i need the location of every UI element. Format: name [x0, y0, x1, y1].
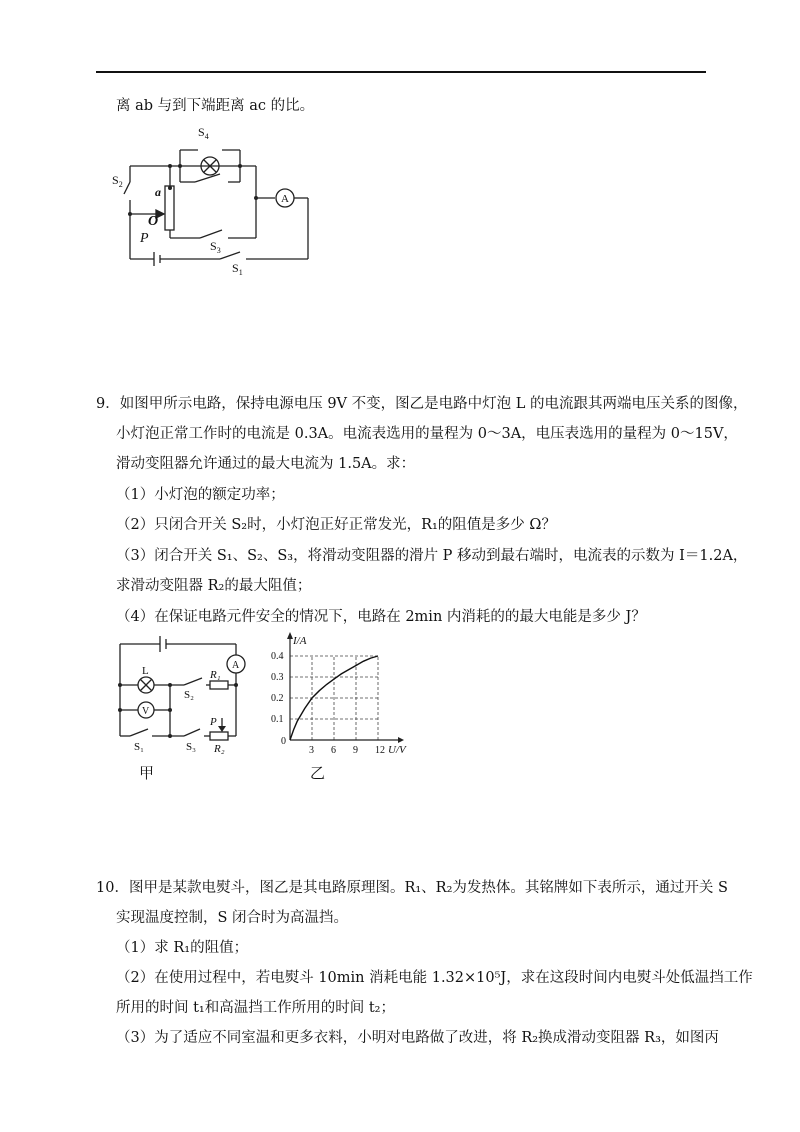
y-tick-label: 0.2: [271, 693, 284, 704]
caption-yi: 乙: [310, 764, 326, 782]
s4-sub: 4: [204, 132, 209, 141]
iv-chart: [268, 630, 418, 760]
y-tick-label: 0.1: [271, 714, 284, 725]
s3-sub: 3: [216, 246, 221, 255]
p-label-jia: P: [210, 716, 217, 728]
ammeter-label-jia: A: [232, 660, 240, 671]
q9-line-8: （4）在保证电路元件安全的情况下，电路在 2min 内消耗的的最大电能是多少 J？: [116, 609, 646, 625]
svg-text:S2: [112, 173, 123, 189]
r2-label: R₂: [214, 743, 225, 755]
y-axis-label: I/A: [293, 635, 307, 647]
q9-line-1: 9．如图甲所示电路，保持电源电压 9V 不变，图乙是电路中灯泡 L 的电流跟其两端电压关系的图像，: [96, 396, 748, 412]
s4-label: S: [198, 125, 205, 139]
x-tick-label: 3: [309, 745, 314, 756]
s3-label-jia: S₃: [186, 741, 196, 753]
s1-label-jia: S₁: [134, 741, 144, 753]
x-tick-label: 12: [375, 745, 385, 756]
circuit-figure-q8: [110, 122, 320, 282]
q10-line-4: （2）在使用过程中，若电熨斗 10min 消耗电能 1.32×10⁵J，求在这段时间内电熨斗处低温挡工作: [116, 970, 753, 986]
s2-label-jia: S₂: [184, 689, 194, 701]
ammeter-label: A: [281, 193, 289, 205]
s2-sub: 2: [118, 180, 123, 189]
q9-line-7: 求滑动变阻器 R₂的最大阻值；: [116, 578, 312, 594]
q10-line-3: （1）求 R₁的阻值；: [116, 940, 249, 956]
header-rule: [96, 71, 706, 73]
q10-line-5: 所用的时间 t₁和高温挡工作所用的时间 t₂；: [116, 1000, 395, 1016]
s1-label: S: [232, 261, 239, 275]
q9-line-5: （2）只闭合开关 S₂时，小灯泡正好正常发光，R₁的阻值是多少 Ω？: [116, 517, 556, 533]
caption-jia: 甲: [139, 764, 155, 782]
a-label: a: [155, 185, 161, 199]
s3-label: S: [210, 239, 217, 253]
s1-sub: 1: [238, 268, 243, 277]
x-axis-label: U/V: [388, 744, 406, 756]
p-label: P: [140, 231, 149, 246]
x-tick-label: 6: [331, 745, 336, 756]
q9-line-6: （3）闭合开关 S₁、S₂、S₃，将滑动变阻器的滑片 P 移动到最右端时，电流表的示数为 I＝1.2A，: [116, 548, 748, 564]
x-axis-arrow: [398, 737, 404, 743]
svg-text:S3: [210, 239, 221, 255]
voltmeter-label: V: [142, 706, 150, 717]
y-tick-label: 0.3: [271, 672, 284, 683]
q9-line-3: 滑动变阻器允许通过的最大电流为 1.5A。求：: [116, 456, 416, 472]
q10-line-6: （3）为了适应不同室温和更多衣料，小明对电路做了改进，将 R₂换成滑动变阻器 R₃，如图丙: [116, 1030, 719, 1046]
x-tick-label: 9: [353, 745, 358, 756]
origin-label: 0: [281, 736, 286, 747]
y-tick-label: 0.4: [271, 651, 284, 662]
s2-label: S: [112, 173, 119, 187]
q9-line-2: 小灯泡正常工作时的电流是 0.3A。电流表选用的量程为 0～3A，电压表选用的量程为 0～15V，: [116, 426, 738, 442]
r1-label: R₁: [210, 669, 221, 681]
o-label: O: [148, 214, 159, 229]
circuit-figure-jia: [110, 630, 250, 755]
fragment-text: 离 ab 与到下端距离 ac 的比。: [116, 98, 315, 114]
lamp-label: L: [142, 665, 149, 677]
svg-text:S4: [198, 125, 209, 141]
q10-line-2: 实现温度控制，S 闭合时为高温挡。: [116, 910, 349, 926]
q9-line-4: （1）小灯泡的额定功率；: [116, 487, 285, 503]
svg-text:S1: [232, 261, 243, 277]
q10-line-1: 10．图甲是某款电熨斗，图乙是其电路原理图。R₁、R₂为发热体。其铭牌如下表所示，通过开关 S: [96, 880, 728, 896]
